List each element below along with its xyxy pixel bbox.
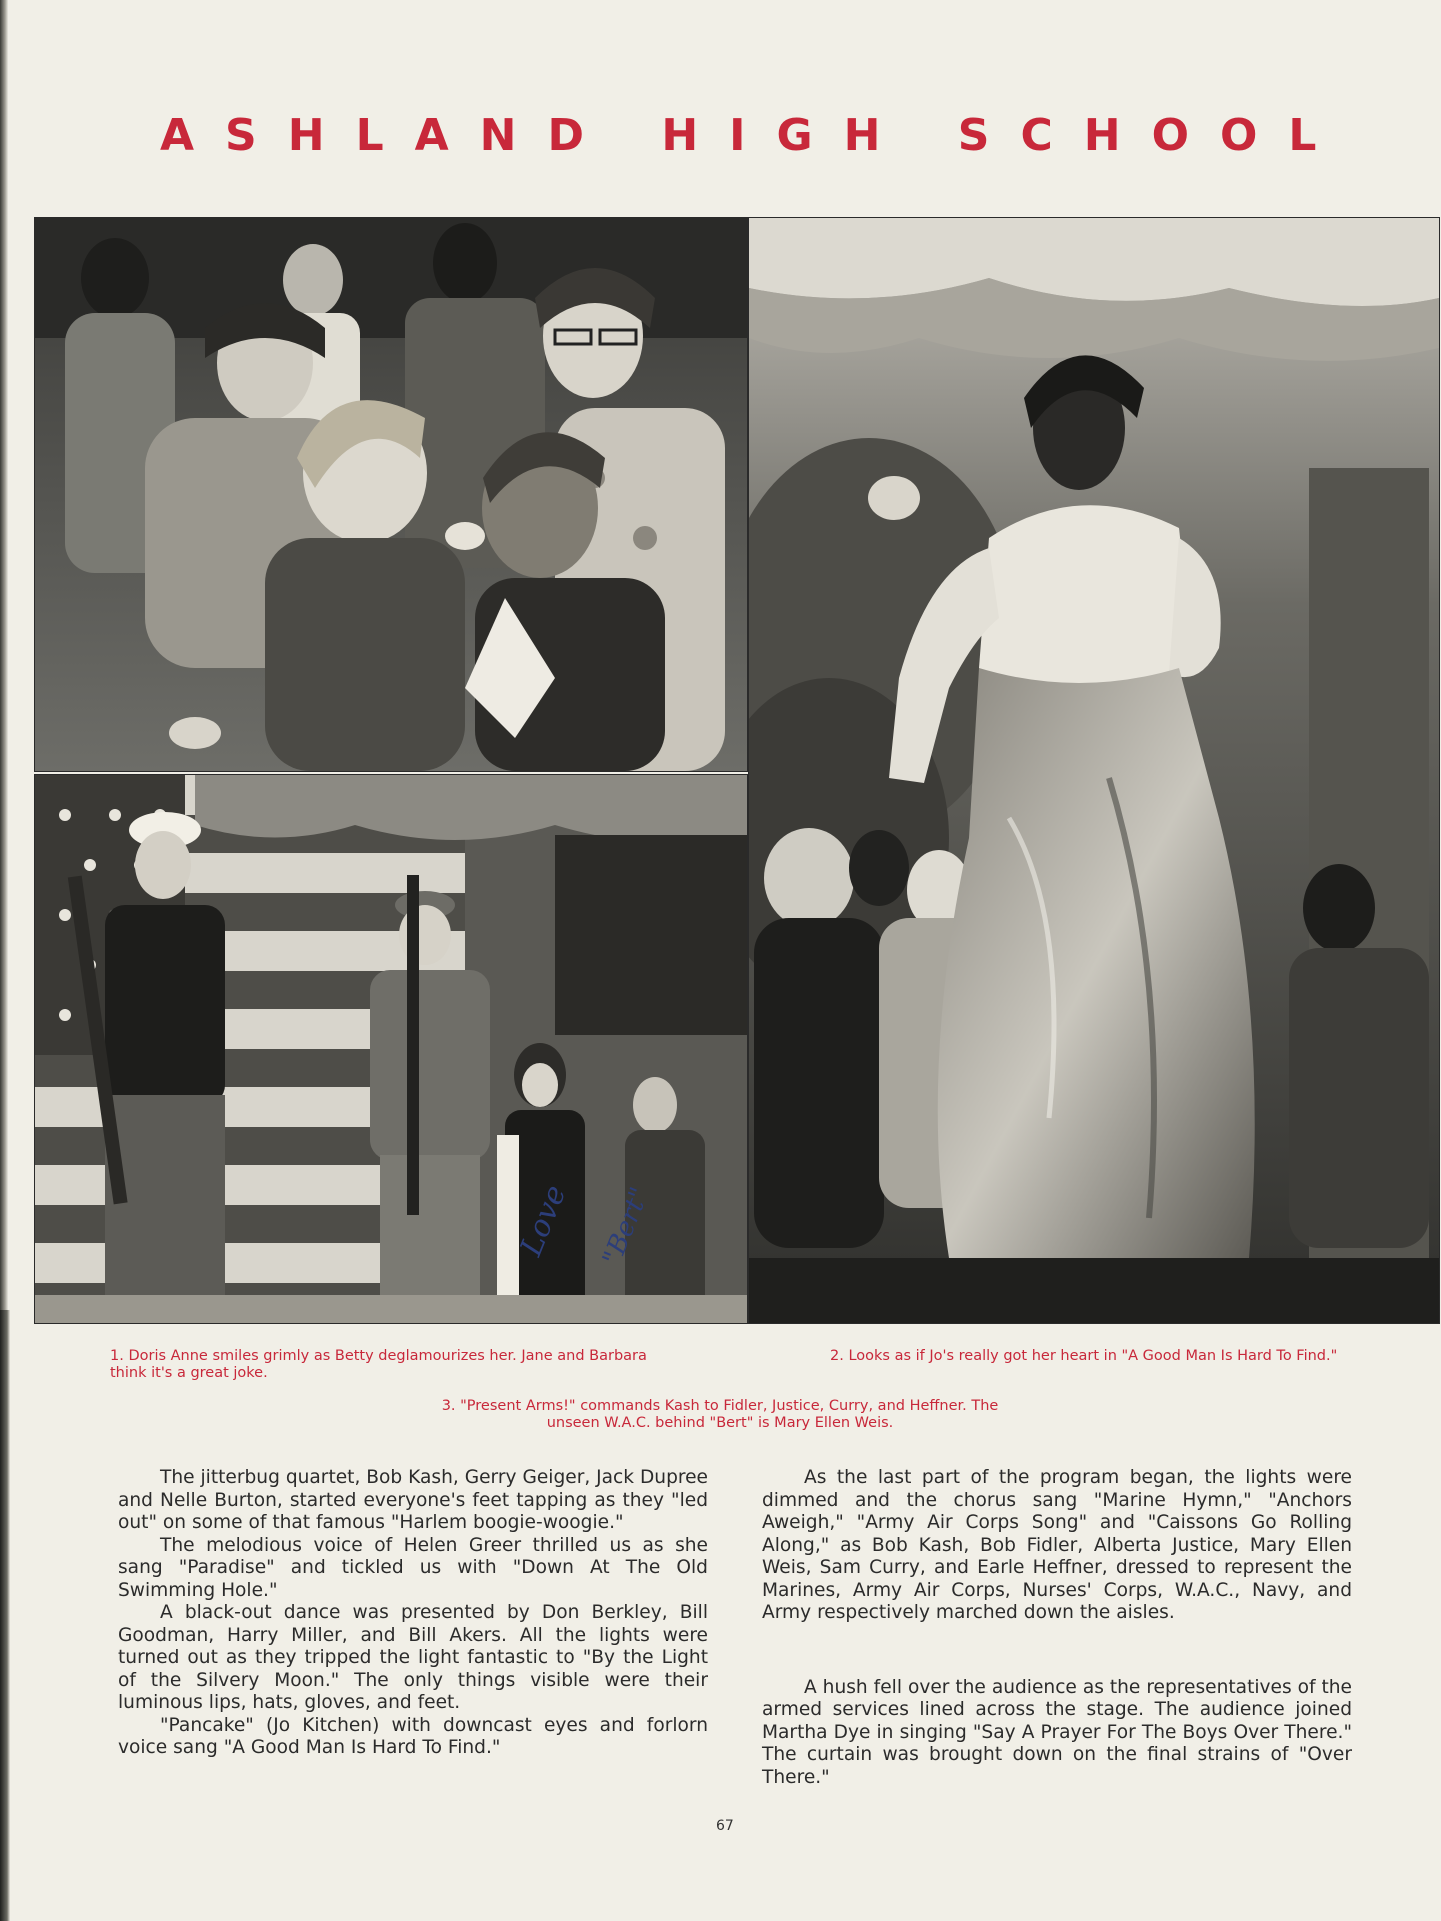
body-column-right [762, 1467, 1352, 1789]
photo-stage-illustration [749, 218, 1439, 1323]
signature-line-2: "Bert" [597, 1183, 656, 1270]
handwritten-signature [510, 1160, 680, 1280]
paragraph: A black-out dance was presented by Don Berkley, Bill Goodman, Harry Miller, and Bill Akers. All the lights were turned out as they tripped the light fantastic to "By the Light of the Silvery Moon." The only things visible were their luminous lips, hats, gloves, and feet. [118, 1602, 708, 1713]
photo-makeup-scene [34, 217, 748, 772]
paragraph: "Pancake" (Jo Kitchen) with downcast eyes and forlorn voice sang "A Good Man Is Hard To Find." [118, 1714, 708, 1758]
page-number: 67 [716, 1818, 734, 1834]
photo-makeup-illustration [35, 218, 747, 771]
photo-stage-performance [748, 217, 1440, 1324]
signature-line-1: Love [513, 1180, 574, 1261]
caption-photo-2: 2. Looks as if Jo's really got her heart in "A Good Man Is Hard To Find." [830, 1348, 1338, 1364]
paragraph: The melodious voice of Helen Greer thrilled us as she sang "Paradise" and tickled us with "Down At The Old Swimming Hole." [118, 1534, 708, 1601]
page-title: ASHLAND HIGH SCHOOL [160, 110, 1348, 161]
caption-photo-1: 1. Doris Anne smiles grimly as Betty deglamourizes her. Jane and Barbara think it's a great joke. [110, 1348, 647, 1381]
body-column-left [118, 1467, 708, 1760]
paragraph: As the last part of the program began, the lights were dimmed and the chorus sang "Marine Hymn," "Anchors Aweigh," "Army Air Corps Song" and "Caissons Go Rolling Along," as Bob Kash, Bob Fidler, Alberta Justice, Mary Ellen Weis, Sam Curry, and Earle Heffner, dressed to represent the Marines, Army Air Corps, Nurses' Corps, W.A.C., Navy, and Army respectively marched down the aisles. [762, 1467, 1352, 1623]
caption-photo-3: 3. "Present Arms!" commands Kash to Fidler, Justice, Curry, and Heffner. The unseen W.A.C. behind "Bert" is Mary Ellen Weis. [441, 1398, 999, 1431]
paragraph: A hush fell over the audience as the representatives of the armed services lined across the stage. The audience joined Martha Dye in singing "Say A Prayer For The Boys Over There." The curtain was brought down on the final strains of "Over There." [762, 1676, 1352, 1788]
paragraph: The jitterbug quartet, Bob Kash, Gerry Geiger, Jack Dupree and Nelle Burton, started everyone's feet tapping as they "led out" on some of that famous "Harlem boogie-woogie." [118, 1467, 708, 1533]
page-edge-shadow-lower [0, 1310, 10, 1921]
